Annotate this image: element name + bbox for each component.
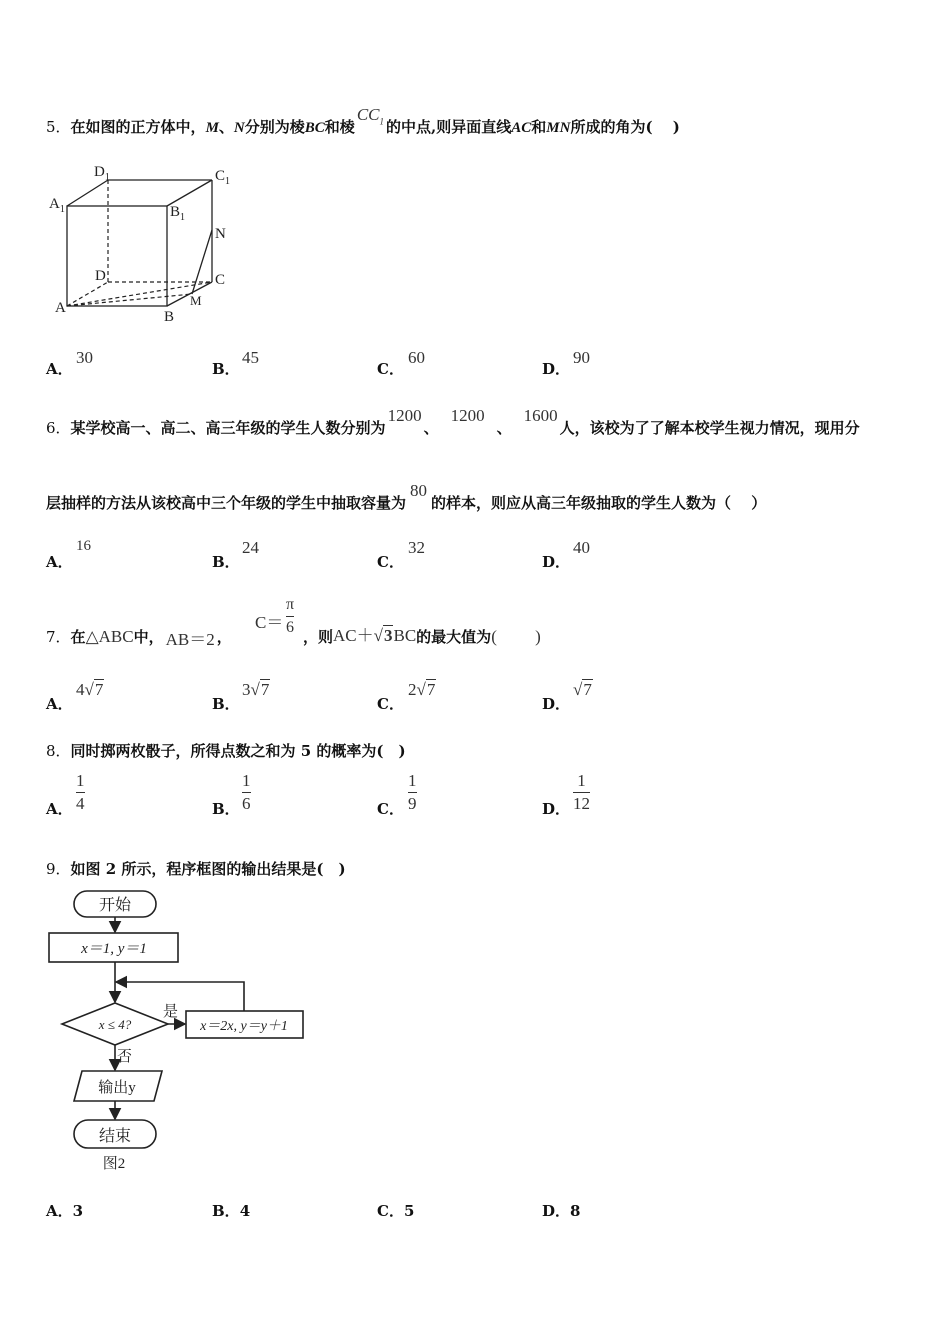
q6-option-c[interactable]: C． (377, 553, 404, 571)
q7-c-equals: C＝ (255, 613, 284, 632)
q6-option-d[interactable]: D． (542, 553, 571, 571)
q5-option-a[interactable]: A． (46, 360, 73, 378)
q6-option-a[interactable]: A． (46, 553, 73, 571)
cc1-symbol: $CC_1$ (356, 105, 384, 127)
label-n: N (215, 226, 226, 242)
q6-stem-line1: 6．某学校高一、高二、高三年级的学生人数分别为1200、1200、1600人，该校为了了解本校学生视力情况，现用分 (46, 406, 860, 437)
label-b1: $B_1$ (170, 204, 186, 223)
q9-option-a[interactable]: A．3 (46, 1202, 84, 1220)
label-a: A (55, 300, 66, 316)
q7-option-c[interactable]: C． (377, 695, 404, 713)
flowchart-figure (44, 886, 314, 1176)
q9-options (46, 1200, 746, 1222)
q9-stem: 9．如图 2 所示，程序框图的输出结果是( ) (46, 860, 346, 878)
flow-update-label: x＝2x, y＝y＋1 (200, 1019, 288, 1034)
q8-option-b[interactable]: B． (212, 800, 240, 818)
label-m: M (190, 293, 202, 308)
q7-pi-over-6: π 6 (286, 596, 295, 636)
flow-start-label: 开始 (98, 897, 132, 914)
q6-option-b[interactable]: B． (212, 553, 240, 571)
q6-option-a-value: 16 (76, 538, 91, 554)
q7-option-b-value: 3√7 (242, 680, 270, 699)
q6-option-d-value: 40 (573, 538, 590, 557)
label-d1: $D_1$ (94, 164, 110, 183)
q6-stem-line2: 层抽样的方法从该校高中三个年级的学生中抽取容量为80的样本，则应从高三年级抽取的学生人数为（ ） (46, 481, 767, 512)
q7-option-a-value: 4√7 (76, 680, 104, 699)
q8-option-c[interactable]: C． (377, 800, 404, 818)
q5-option-d[interactable]: D． (542, 360, 571, 378)
q8-option-d[interactable]: D． (542, 800, 571, 818)
label-c: C (215, 272, 226, 288)
q5-options (46, 348, 746, 378)
q8-option-d-value: 1 12 (573, 771, 590, 813)
cube-figure (44, 158, 244, 328)
q5-option-a-value: 30 (76, 348, 93, 367)
flow-caption: 图2 (102, 1156, 126, 1172)
q6-option-b-value: 24 (242, 538, 259, 557)
q5-option-b[interactable]: B． (212, 360, 240, 378)
q7-option-a[interactable]: A． (46, 695, 73, 713)
q8-option-b-value: 1 6 (242, 771, 251, 813)
flow-init-label: x＝1, y＝1 (81, 941, 147, 957)
q7-stem: 7．在△ABC中， AB＝2 ， (46, 627, 232, 649)
q6-options (46, 538, 746, 570)
q5-option-c-value: 60 (408, 348, 425, 367)
q7-option-d[interactable]: D． (542, 695, 571, 713)
flow-yes-label: 是 (163, 1004, 179, 1020)
q8-option-a[interactable]: A． (46, 800, 73, 818)
q5-option-c[interactable]: C． (377, 360, 404, 378)
q9-option-d[interactable]: D．8 (542, 1202, 581, 1220)
q5-option-b-value: 45 (242, 348, 259, 367)
label-c1: $C_1$ (215, 168, 231, 187)
q6-option-c-value: 32 (408, 538, 425, 557)
q8-options (46, 772, 746, 820)
flow-output-label: 输出y (98, 1080, 136, 1096)
q9-option-c[interactable]: C．5 (377, 1202, 415, 1220)
label-d: D (95, 268, 106, 284)
q5-option-d-value: 90 (573, 348, 590, 367)
flow-end-label: 结束 (98, 1128, 132, 1145)
q7-stem-rest: ，则AC＋√3BC的最大值为( ) (303, 626, 541, 646)
q7-option-d-value: √7 (573, 680, 592, 699)
label-a1: $A_1$ (49, 196, 65, 215)
q7-options (46, 680, 746, 712)
label-b: B (164, 309, 175, 325)
q7-option-c-value: 2√7 (408, 680, 436, 699)
flow-no-label: 否 (117, 1049, 133, 1065)
q8-option-a-value: 1 4 (76, 771, 85, 813)
q8-option-c-value: 1 9 (408, 771, 417, 813)
q9-option-b[interactable]: B．4 (212, 1202, 251, 1220)
q7-option-b[interactable]: B． (212, 695, 240, 713)
flow-condition-label: x ≤ 4? (98, 1017, 132, 1032)
q8-stem: 8．同时掷两枚骰子，所得点数之和为 5 的概率为( ) (46, 742, 406, 760)
q5-stem: 5．在如图的正方体中，M、N分别为棱BC和棱$CC_1$ 的中点,则异面直线AC和MN所成的角为( ) (46, 105, 680, 136)
cube-front-face (67, 206, 167, 306)
